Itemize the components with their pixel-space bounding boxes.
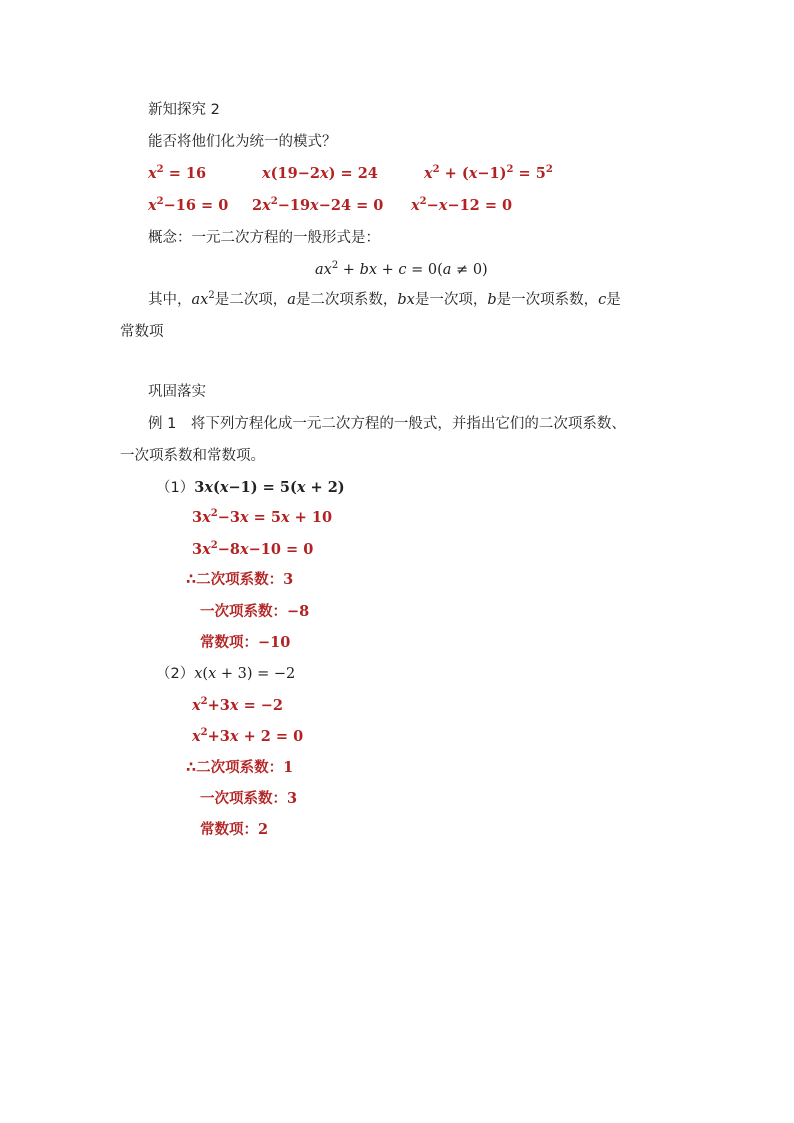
- exponent: 2: [270, 196, 278, 207]
- equation-x-squared-x-12: [411, 196, 512, 216]
- problem-1-answer-quadratic: [186, 570, 293, 590]
- problem-2-equation: [156, 664, 295, 684]
- eq-part: +3: [207, 728, 230, 745]
- eq-part: −16 = 0: [163, 197, 229, 214]
- exponent: 2: [331, 260, 339, 271]
- answer-label: 一次项系数：: [200, 791, 287, 807]
- text: 是一次项系数，: [496, 292, 599, 308]
- eq-part: 3: [194, 479, 205, 496]
- exponent: 2: [156, 164, 164, 175]
- var: x: [202, 541, 211, 558]
- eq-part: 3: [192, 509, 203, 526]
- term: a: [442, 262, 452, 278]
- example-instruction-line2: 一次项系数和常数项。: [120, 448, 265, 464]
- general-form-equation: [315, 260, 488, 280]
- term: c: [398, 262, 407, 278]
- concept-text: 概念：一元二次方程的一般形式是：: [148, 230, 380, 246]
- answer-value: 3: [287, 790, 298, 807]
- eq-part: + 2): [305, 479, 345, 496]
- eq-part: −12 = 0: [447, 197, 513, 214]
- exponent: 2: [210, 508, 218, 519]
- var: x: [310, 197, 319, 214]
- answer-value: −8: [287, 603, 310, 620]
- var: x: [148, 197, 157, 214]
- var: x: [239, 541, 249, 558]
- var: x: [262, 197, 271, 214]
- text: 其中，: [148, 292, 192, 308]
- answer-label: ∴二次项系数：: [186, 760, 284, 776]
- equation-pythagorean: [424, 164, 553, 184]
- problem-label: （2）: [156, 666, 195, 682]
- example-instruction-line1: 例 1 将下列方程化成一元二次方程的一般式，并指出它们的二次项系数、: [148, 416, 626, 432]
- equation-x-squared-minus-16: [148, 196, 228, 216]
- problem-1-step1: [192, 508, 332, 528]
- answer-label: 常数项：: [200, 635, 258, 651]
- eq-part: ) = 24: [328, 165, 378, 182]
- term: ax: [315, 262, 332, 278]
- eq-part: (: [202, 666, 209, 682]
- problem-1-step2: [192, 540, 313, 560]
- problem-2-answer-quadratic: [186, 758, 293, 778]
- var: x: [192, 728, 201, 745]
- answer-label: 一次项系数：: [200, 604, 287, 620]
- exponent: 2: [208, 290, 215, 301]
- exponent: 2: [200, 696, 208, 707]
- term: bx: [397, 292, 415, 308]
- var: x: [424, 165, 433, 182]
- eq-part: −19: [277, 197, 311, 214]
- term: bx: [359, 262, 378, 278]
- var: x: [229, 728, 239, 745]
- eq-part: 2: [252, 197, 263, 214]
- answer-value: 1: [283, 759, 294, 776]
- eq-part: −1): [477, 165, 507, 182]
- eq-part: + 10: [289, 509, 333, 526]
- exponent: 2: [419, 196, 427, 207]
- problem-1-answer-constant: [200, 633, 290, 653]
- explanation-text-line2: 常数项: [120, 324, 164, 340]
- eq-part: + 3) = −2: [216, 666, 296, 682]
- eq-part: 3: [192, 541, 203, 558]
- problem-2-answer-linear: [200, 789, 297, 809]
- equation-2x-squared-19x-24: [252, 196, 383, 216]
- var: x: [262, 165, 271, 182]
- var: x: [319, 165, 329, 182]
- eq-part: (19−2: [270, 165, 320, 182]
- eq-part: = −2: [238, 697, 284, 714]
- eq-part: + (: [439, 165, 469, 182]
- exponent: 2: [506, 164, 514, 175]
- var: x: [239, 509, 249, 526]
- problem-2-eq: [194, 666, 295, 682]
- answer-value: 2: [258, 821, 269, 838]
- term: ax: [191, 292, 209, 308]
- text: 是二次项系数，: [295, 292, 398, 308]
- answer-label: ∴二次项系数：: [186, 572, 284, 588]
- var: x: [468, 165, 478, 182]
- exponent: 2: [432, 164, 440, 175]
- problem-1-eq: [194, 479, 344, 496]
- eq-part: ≠ 0): [451, 262, 488, 278]
- explanation-text: [148, 290, 621, 310]
- eq-part: +: [377, 262, 399, 278]
- exponent: 2: [200, 727, 208, 738]
- equation-x-19-2x: [262, 164, 378, 184]
- eq-part: = 0(: [406, 262, 443, 278]
- problem-2-step2: [192, 727, 303, 747]
- answer-value: 3: [283, 571, 294, 588]
- var: x: [192, 697, 201, 714]
- problem-1-answer-linear: [200, 602, 309, 622]
- answer-value: −10: [258, 634, 291, 651]
- exponent: 2: [156, 196, 164, 207]
- term: b: [487, 292, 497, 308]
- eq-part: = 5: [513, 165, 546, 182]
- problem-2-step1: [192, 696, 283, 716]
- eq-part: −8: [217, 541, 240, 558]
- text: 是: [606, 292, 621, 308]
- eq-part: −10 = 0: [248, 541, 314, 558]
- var: x: [194, 666, 203, 682]
- var: x: [148, 165, 157, 182]
- var: x: [219, 479, 229, 496]
- problem-label: （1）: [156, 480, 195, 496]
- eq-part: −3: [217, 509, 240, 526]
- answer-label: 常数项：: [200, 822, 258, 838]
- var: x: [229, 697, 239, 714]
- var: x: [438, 197, 448, 214]
- problem-2-answer-constant: [200, 820, 268, 840]
- section-heading-consolidate: 巩固落实: [148, 384, 206, 400]
- eq-part: +3: [207, 697, 230, 714]
- exponent: 2: [545, 164, 553, 175]
- var: x: [411, 197, 420, 214]
- eq-part: −: [426, 197, 439, 214]
- var: x: [208, 666, 217, 682]
- equation-x-squared-16: [148, 164, 206, 184]
- var: x: [280, 509, 290, 526]
- eq-rest: = 16: [168, 165, 207, 182]
- term: a: [287, 292, 296, 308]
- var: x: [204, 479, 213, 496]
- var: x: [296, 479, 306, 496]
- question-text: 能否将他们化为统一的模式？: [148, 134, 337, 150]
- text: 是二次项，: [214, 292, 288, 308]
- eq-part: + 2 = 0: [238, 728, 304, 745]
- term: c: [598, 292, 607, 308]
- eq-part: +: [338, 262, 360, 278]
- eq-part: −1) = 5(: [228, 479, 297, 496]
- var: x: [202, 509, 211, 526]
- eq-part: −24 = 0: [318, 197, 384, 214]
- eq-part: = 5: [248, 509, 281, 526]
- eq-part: (: [212, 479, 220, 496]
- exponent: 2: [210, 540, 218, 551]
- section-heading-new-knowledge: 新知探究 2: [148, 102, 220, 118]
- problem-1-equation: [156, 478, 345, 498]
- text: 是一次项，: [414, 292, 488, 308]
